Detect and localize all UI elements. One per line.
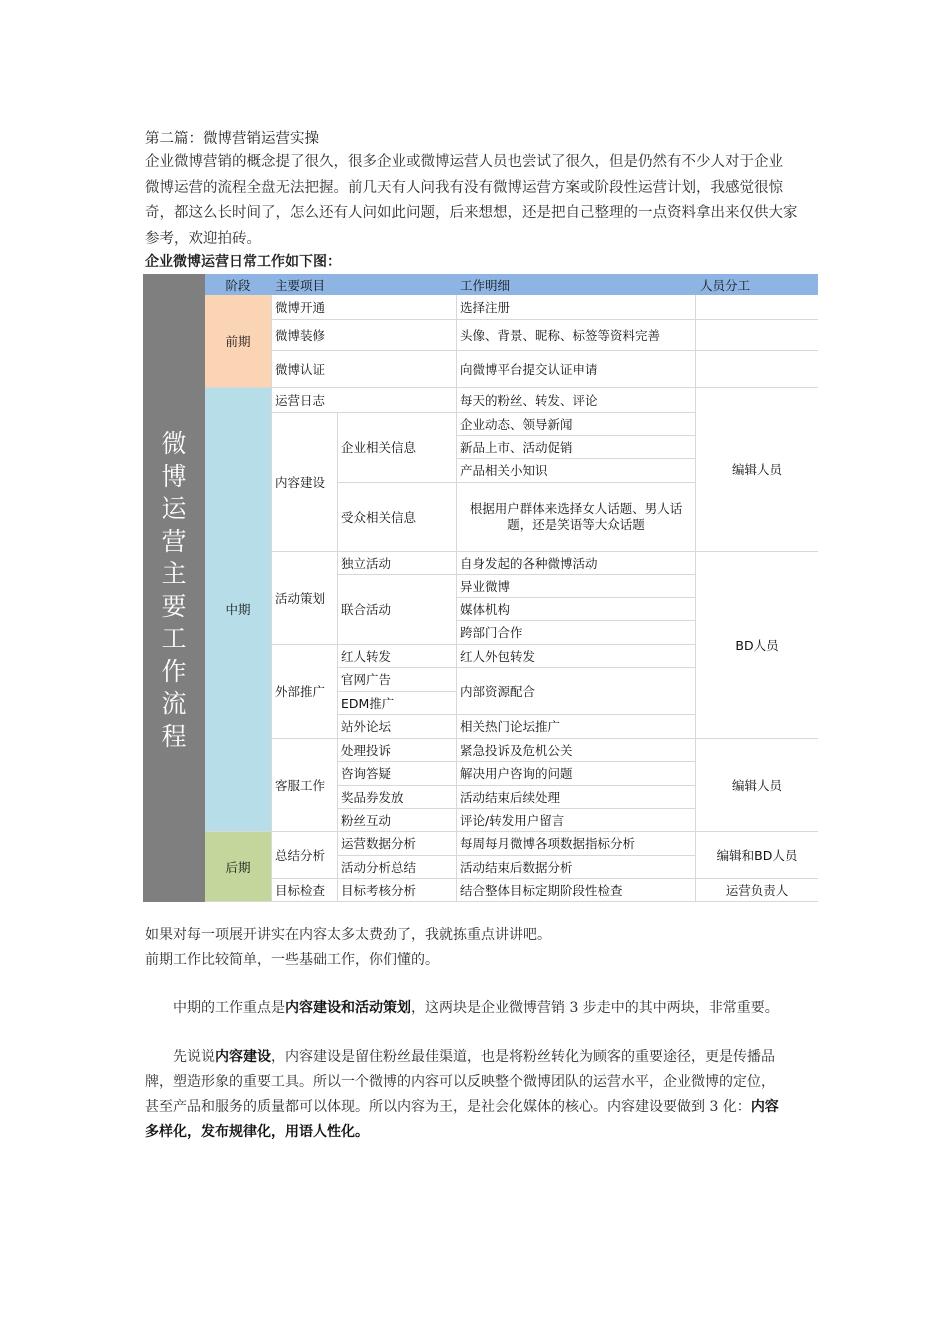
- header-stage: 阶段: [225, 277, 251, 293]
- detail-cell: 异业微博: [460, 578, 511, 594]
- vertical-title-char: 程: [161, 722, 187, 751]
- text-run: 牌，塑造形象的重要工具。所以一个微博的内容可以反映整个微博团队的运营水平，企业微博的定位，: [145, 1074, 775, 1090]
- body-line: 前期工作比较简单，一些基础工作，你们懂的。: [145, 952, 439, 968]
- detail-cell: 选择注册: [460, 300, 511, 315]
- detail-cell: 相关热门论坛推广: [460, 719, 561, 734]
- group-cell: 目标检查: [275, 883, 326, 898]
- workflow-table: [143, 274, 818, 902]
- detail-cell: 紧急投诉及危机公关: [460, 742, 573, 758]
- detail-cell: 根据用户群体来选择女人话题、男人话题，还是笑语等大众话题: [469, 500, 683, 532]
- item-cell: 运营日志: [275, 392, 326, 408]
- vertical-title-char: 博: [161, 462, 187, 491]
- intro-paragraph: [145, 150, 815, 252]
- bold-text: 内容: [750, 1099, 779, 1115]
- staff-cell: 运营负责人: [725, 883, 789, 898]
- intro-line: 企业微博营销的概念提了很久，很多企业或微博运营人员也尝试了很久，但是仍然有不少人对于企业: [145, 154, 783, 170]
- vertical-title-char: 营: [161, 527, 187, 556]
- staff-cell: 编辑人员: [731, 462, 782, 477]
- bold-text: 多样化，发布规律化，用语人性化。: [145, 1124, 369, 1140]
- staff-cell: BD人员: [735, 637, 779, 653]
- detail-cell: 头像、背景、昵称、标签等资料完善: [460, 327, 661, 343]
- text-run: ，这两块是企业微博营销 3 步走中的其中两块，非常重要。: [411, 1000, 779, 1016]
- intro-line: 参考，欢迎拍砖。: [145, 230, 261, 247]
- sub-item-cell: 独立活动: [341, 555, 392, 571]
- header-detail: 工作明细: [460, 277, 511, 293]
- intro-line: 微博运营的流程全盘无法把握。前几天有人问我有没有微博运营方案或阶段性运营计划，我感觉很惊: [145, 179, 783, 196]
- detail-cell: 红人外包转发: [460, 648, 536, 664]
- detail-cell: 活动结束后数据分析: [460, 859, 573, 875]
- text-run: 甚至产品和服务的质量都可以体现。所以内容为王，是社会化媒体的核心。内容建设要做到 3 化：: [145, 1099, 751, 1115]
- detail-cell: 媒体机构: [460, 601, 511, 617]
- detail-cell: 自身发起的各种微博活动: [460, 555, 598, 571]
- sub-item-cell: 企业相关信息: [341, 440, 417, 455]
- sub-item-cell: 粉丝互动: [341, 812, 392, 828]
- sub-item-cell: 联合活动: [341, 602, 392, 617]
- staff-cell: 编辑人员: [731, 777, 782, 793]
- sub-item-cell: 咨询答疑: [341, 766, 392, 781]
- sub-item-cell: 红人转发: [341, 648, 392, 664]
- paragraph-mid-focus: [145, 996, 815, 1021]
- vertical-title-char: 工: [161, 624, 187, 653]
- item-cell: 微博认证: [275, 361, 326, 377]
- staff-cell: 编辑和BD人员: [716, 847, 798, 863]
- group-cell: 活动策划: [275, 590, 326, 606]
- vertical-title-char: 运: [161, 494, 187, 523]
- detail-cell: 活动结束后续处理: [460, 789, 561, 805]
- bold-text: 内容建设: [215, 1049, 271, 1065]
- intro-line: 奇，都这么长时间了，怎么还有人问如此问题，后来想想，还是把自己整理的一点资料拿出来仅供大家: [145, 205, 798, 221]
- detail-cell: 每周每月微博各项数据指标分析: [460, 836, 636, 851]
- sub-item-cell: 受众相关信息: [341, 509, 417, 525]
- detail-cell: 解决用户咨询的问题: [460, 766, 573, 781]
- vertical-title-char: 主: [161, 559, 187, 588]
- vertical-title-char: 要: [161, 592, 187, 621]
- detail-cell: 企业动态、领导新闻: [460, 416, 573, 432]
- sub-item-cell: 处理投诉: [341, 742, 392, 758]
- text-run: 先说说: [173, 1049, 215, 1065]
- stage-early-label: 前期: [225, 334, 251, 349]
- item-cell: 微博装修: [275, 327, 326, 343]
- detail-cell: 评论/转发用户留言: [460, 812, 565, 828]
- group-cell: 总结分析: [275, 847, 326, 863]
- header-staff: 人员分工: [700, 277, 751, 293]
- section-heading: 第二篇：微博营销运营实操: [145, 131, 319, 147]
- sub-item-cell: 站外论坛: [341, 719, 392, 734]
- detail-cell: 产品相关小知识: [460, 463, 548, 478]
- sub-item-cell: 官网广告: [341, 672, 392, 687]
- paragraph-content-building: [145, 1045, 815, 1145]
- header-item: 主要项目: [275, 277, 326, 293]
- sub-item-cell: 活动分析总结: [341, 859, 417, 875]
- group-cell: 内容建设: [275, 474, 326, 490]
- vertical-title-char: 作: [161, 657, 187, 686]
- group-cell: 客服工作: [275, 777, 326, 793]
- stage-late-label: 后期: [225, 859, 251, 875]
- body-line: 如果对每一项展开讲实在内容太多太费劲了，我就拣重点讲讲吧。: [145, 927, 551, 943]
- bold-text: 内容建设和活动策划: [285, 1000, 411, 1016]
- detail-cell: 跨部门合作: [460, 625, 523, 640]
- detail-cell: 内部资源配合: [460, 683, 536, 699]
- detail-cell: 每天的粉丝、转发、评论: [460, 392, 598, 408]
- sub-item-cell: 奖品券发放: [341, 789, 404, 805]
- table-caption: 企业微博运营日常工作如下图：: [145, 254, 341, 270]
- stage-mid-label: 中期: [225, 602, 251, 617]
- detail-cell: 结合整体目标定期阶段性检查: [460, 883, 623, 898]
- vertical-title-char: 流: [161, 689, 187, 718]
- sub-item-cell: 目标考核分析: [341, 883, 417, 898]
- vertical-title-char: 微: [161, 429, 187, 458]
- detail-cell: 新品上市、活动促销: [460, 439, 573, 455]
- detail-cell: 向微博平台提交认证申请: [460, 361, 598, 377]
- sub-item-cell: 运营数据分析: [341, 836, 417, 851]
- group-cell: 外部推广: [275, 684, 326, 699]
- text-run: 中期的工作重点是: [173, 1000, 285, 1016]
- text-run: ，内容建设是留住粉丝最佳渠道，也是将粉丝转化为顾客的重要途径，更是传播品: [271, 1049, 775, 1065]
- vertical-title-block: [143, 274, 205, 902]
- sub-item-cell: EDM推广: [341, 695, 395, 711]
- item-cell: 微博开通: [275, 300, 326, 315]
